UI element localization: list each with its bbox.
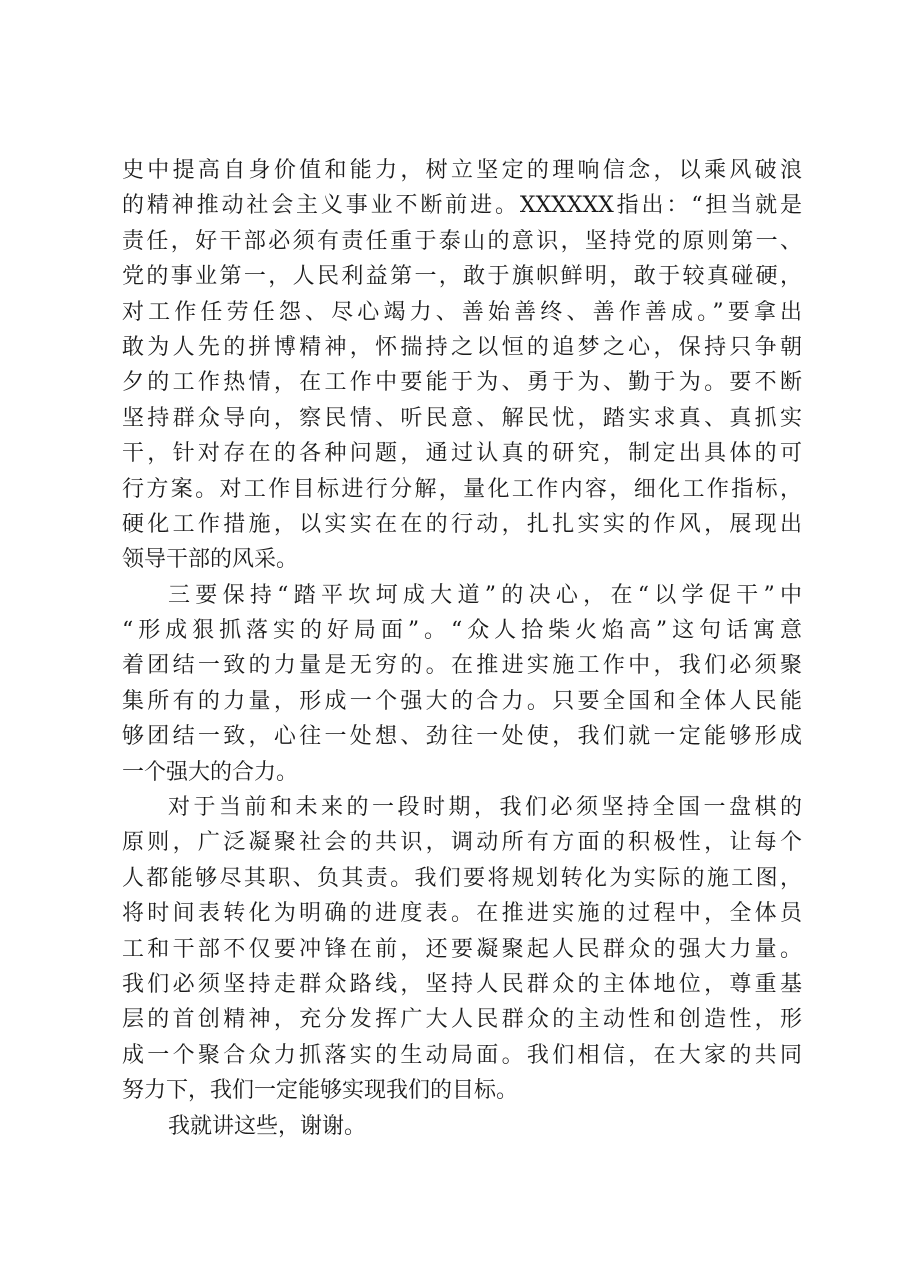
text-line: 集所有的力量，形成一个强大的合力。只要全国和全体人民能 (122, 688, 802, 714)
text-line: 的精神推动社会主义事业不断前进。XXXXXX指出：“担当就是 (122, 193, 802, 219)
text-line: 党的事业第一，人民利益第一，敢于旗帜鲜明，敢于较真碰硬， (122, 264, 802, 290)
paragraph-3 (122, 790, 802, 1109)
text-line: 将时间表转化为明确的进度表。在推进实施的过程中，全体员 (122, 901, 802, 927)
text-line: 工和干部不仅要冲锋在前，还要凝聚起人民群众的强大力量。 (122, 936, 802, 962)
text-line: 三要保持“踏平坎坷成大道”的决心，在“以学促干”中 (168, 582, 802, 608)
text-line: 成一个聚合众力抓落实的生动局面。我们相信，在大家的共同 (122, 1042, 802, 1068)
text-line: 人都能够尽其职、负其责。我们要将规划转化为实际的施工图， (122, 865, 802, 891)
text-line: 努力下，我们一定能够实现我们的目标。 (122, 1078, 519, 1104)
text-line: 夕的工作热情，在工作中要能于为、勇于为、勤于为。要不断 (122, 370, 802, 396)
text-line: 我就讲这些，谢谢。 (168, 1113, 367, 1139)
body-text (122, 153, 802, 1144)
text-line: 原则，广泛凝聚社会的共识，调动所有方面的积极性，让每个 (122, 830, 802, 856)
text-line: 够团结一致，心往一处想、劲往一处使，我们就一定能够形成 (122, 724, 802, 750)
text-line: 责任，好干部必须有责任重于泰山的意识，坚持党的原则第一、 (122, 228, 802, 254)
text-line: “形成狠抓落实的好局面”。“众人拾柴火焰高”这句话寓意 (122, 618, 802, 644)
text-line: 史中提高自身价值和能力，树立坚定的理响信念，以乘风破浪 (122, 158, 802, 183)
text-line: 着团结一致的力量是无穷的。在推进实施工作中，我们必须聚 (122, 653, 802, 679)
text-line: 一个强大的合力。 (122, 759, 299, 785)
text-line: 坚持群众导向，察民情、听民意、解民忧，踏实求真、真抓实 (122, 405, 802, 431)
text-line: 敢为人先的拼博精神，怀揣持之以恒的追梦之心，保持只争朝 (122, 334, 802, 360)
paragraph-1 (122, 153, 802, 578)
text-line: 硬化工作措施，以实实在在的行动，扎扎实实的作风，展现出 (122, 511, 802, 537)
paragraph-4 (122, 1109, 802, 1144)
text-line: 领导干部的风采。 (122, 547, 299, 573)
text-line: 干，针对存在的各种问题，通过认真的研究，制定出具体的可 (122, 441, 802, 467)
text-line: 层的首创精神，充分发挥广大人民群众的主动性和创造性，形 (122, 1007, 802, 1033)
text-line: 对工作任劳任怨、尽心竭力、善始善终、善作善成。”要拿出 (122, 299, 802, 325)
text-line: 行方案。对工作目标进行分解，量化工作内容，细化工作指标， (122, 476, 802, 502)
paragraph-2 (122, 578, 802, 790)
text-line: 对于当前和未来的一段时期，我们必须坚持全国一盘棋的 (168, 795, 802, 821)
text-line: 我们必须坚持走群众路线，坚持人民群众的主体地位，尊重基 (122, 971, 802, 997)
